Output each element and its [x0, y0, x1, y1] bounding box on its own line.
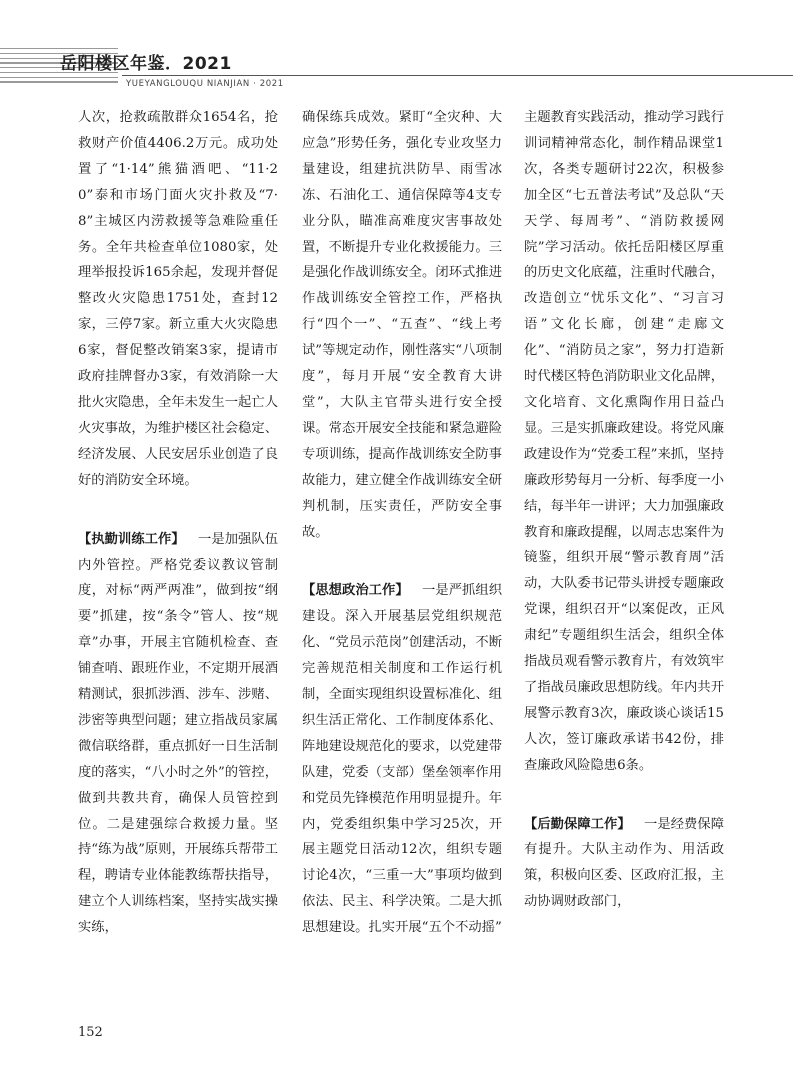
paragraph-text: 主题教育实践活动，推动学习践行训词精神常态化，制作精品课堂1次，各类专题研讨22次，积极参加全区“七五普法考试”及总队“天天学、每周考”、“消防救援网院”学习活动。依托岳阳楼区厚重的历史文化底蕴，注重时代融合，改造创立“忧乐文化”、“习言习语”文化长廊，创建“走廊文化”、“消防员之家”，努力打造新时代楼区特色消防职业文化品牌，文化培育、文化熏陶作用日益凸显。三是实抓廉政建设。将党风廉政建设作为“党委工程”来抓，坚持廉政形势每月一分析、每季度一小结，每半年一讲评；大力加强廉政教育和廉政提醒，以周志忠案件为镜鉴，组织开展“警示教育周”活动，大队委书记带头讲授专题廉政党课，组织召开“以案促改，正风肃纪”专题组织生活会，组织全体指战员观看警示教育片，有效筑牢了指战员廉政思想防线。年内共开展警示教育3次，廉政谈心谈话15人次，签订廉政承诺书42份，排查廉政风险隐患6条。 [524, 110, 724, 773]
text-column-1 [78, 105, 278, 941]
section-heading: 【后勤保障工作】 [524, 816, 631, 832]
section-heading: 【执勤训练工作】 [78, 531, 185, 547]
section-heading: 【思想政治工作】 [302, 583, 409, 599]
paragraph-text: 人次，抢救疏散群众1654名，抢救财产价值4406.2万元。成功处置了“1·14”熊猫酒吧、“11·20”泰和市场门面火灾扑救及“7·8”主城区内涝救援等急难险重任务。全年共检查单位1080家，处理举报投诉165余起，发现并督促整改火灾隐患1751处，查封12家，三停7家。新立重大火灾隐患6家，督促整改销案3家，提请市政府挂牌督办3家，有效消除一大批火灾隐患，全年未发生一起亡人火灾事故，为维护楼区社会稳定、经济发展、人民安居乐业创造了良好的消防安全环境。 [78, 110, 278, 488]
paragraph-text: 一是加强队伍内外管控。严格党委议教议管制度，对标“两严两准”，做到按“纲要”抓建，按“条令”管人、按“规章”办事，开展主官随机检查、查铺查哨、跟班作业，不定期开展酒精测试，狠抓涉酒、涉车、涉赌、涉密等典型问题；建立指战员家属微信联络群，重点抓好一日生活制度的落实，“八小时之外”的管控，做到共教共育，确保人员管控到位。二是建强综合救援力量。坚持“练为战”原则，开展练兵帮带工程，聘请专业体能教练帮扶指导，建立个人训练档案，坚持实战实操实练， [78, 531, 278, 936]
paragraph [78, 527, 278, 942]
text-column-2 [302, 105, 502, 941]
text-column-3 [524, 105, 724, 915]
page-number: 152 [78, 1025, 103, 1040]
header-rule [122, 75, 793, 76]
paragraph-text: 一是经费保障有提升。大队主动作为、用活政策，积极向区委、区政府汇报，主动协调财政部门， [524, 816, 724, 910]
running-header-title: 岳阳楼区年鉴．2021 [60, 54, 232, 74]
paragraph [524, 105, 724, 779]
paragraph-text: 一是严抓组织建设。深入开展基层党组织规范化、“党员示范岗”创建活动，不断完善规范相关制度和工作运行机制，全面实现组织设置标准化、组织生活正常化、工作制度体系化、阵地建设规范化的要求，以党建带队建，党委（支部）堡垒领率作用和党员先锋模范作用明显提升。年内，党委组织集中学习25次，开展主题党日活动12次，组织专题讨论4次，“三重一大”事项均做到依法、民主、科学决策。二是大抓思想建设。扎实开展“五个不动摇” [302, 583, 502, 936]
running-header-subtitle: YUEYANGLOUQU NIANJIAN · 2021 [126, 79, 284, 89]
paragraph [524, 812, 724, 916]
paragraph [302, 105, 502, 545]
paragraph [302, 578, 502, 941]
paragraph-text: 确保练兵成效。紧盯“全灾种、大应急”形势任务，强化专业攻坚力量建设，组建抗洪防旱、雨雪冰冻、石油化工、通信保障等4支专业分队，瞄准高难度灾害事故处置，不断提升专业化救援能力。三是强化作战训练安全。闭环式推进作战训练安全管控工作，严格执行“四个一”、“五查”、“线上考试”等规定动作，刚性落实“八项制度”，每月开展“安全教育大讲堂”，大队主官带头进行安全授课。常态开展安全技能和紧急避险专项训练，提高作战训练安全防事故能力，建立健全作战训练安全研判机制，压实责任，严防安全事故。 [302, 110, 502, 540]
paragraph [78, 105, 278, 494]
